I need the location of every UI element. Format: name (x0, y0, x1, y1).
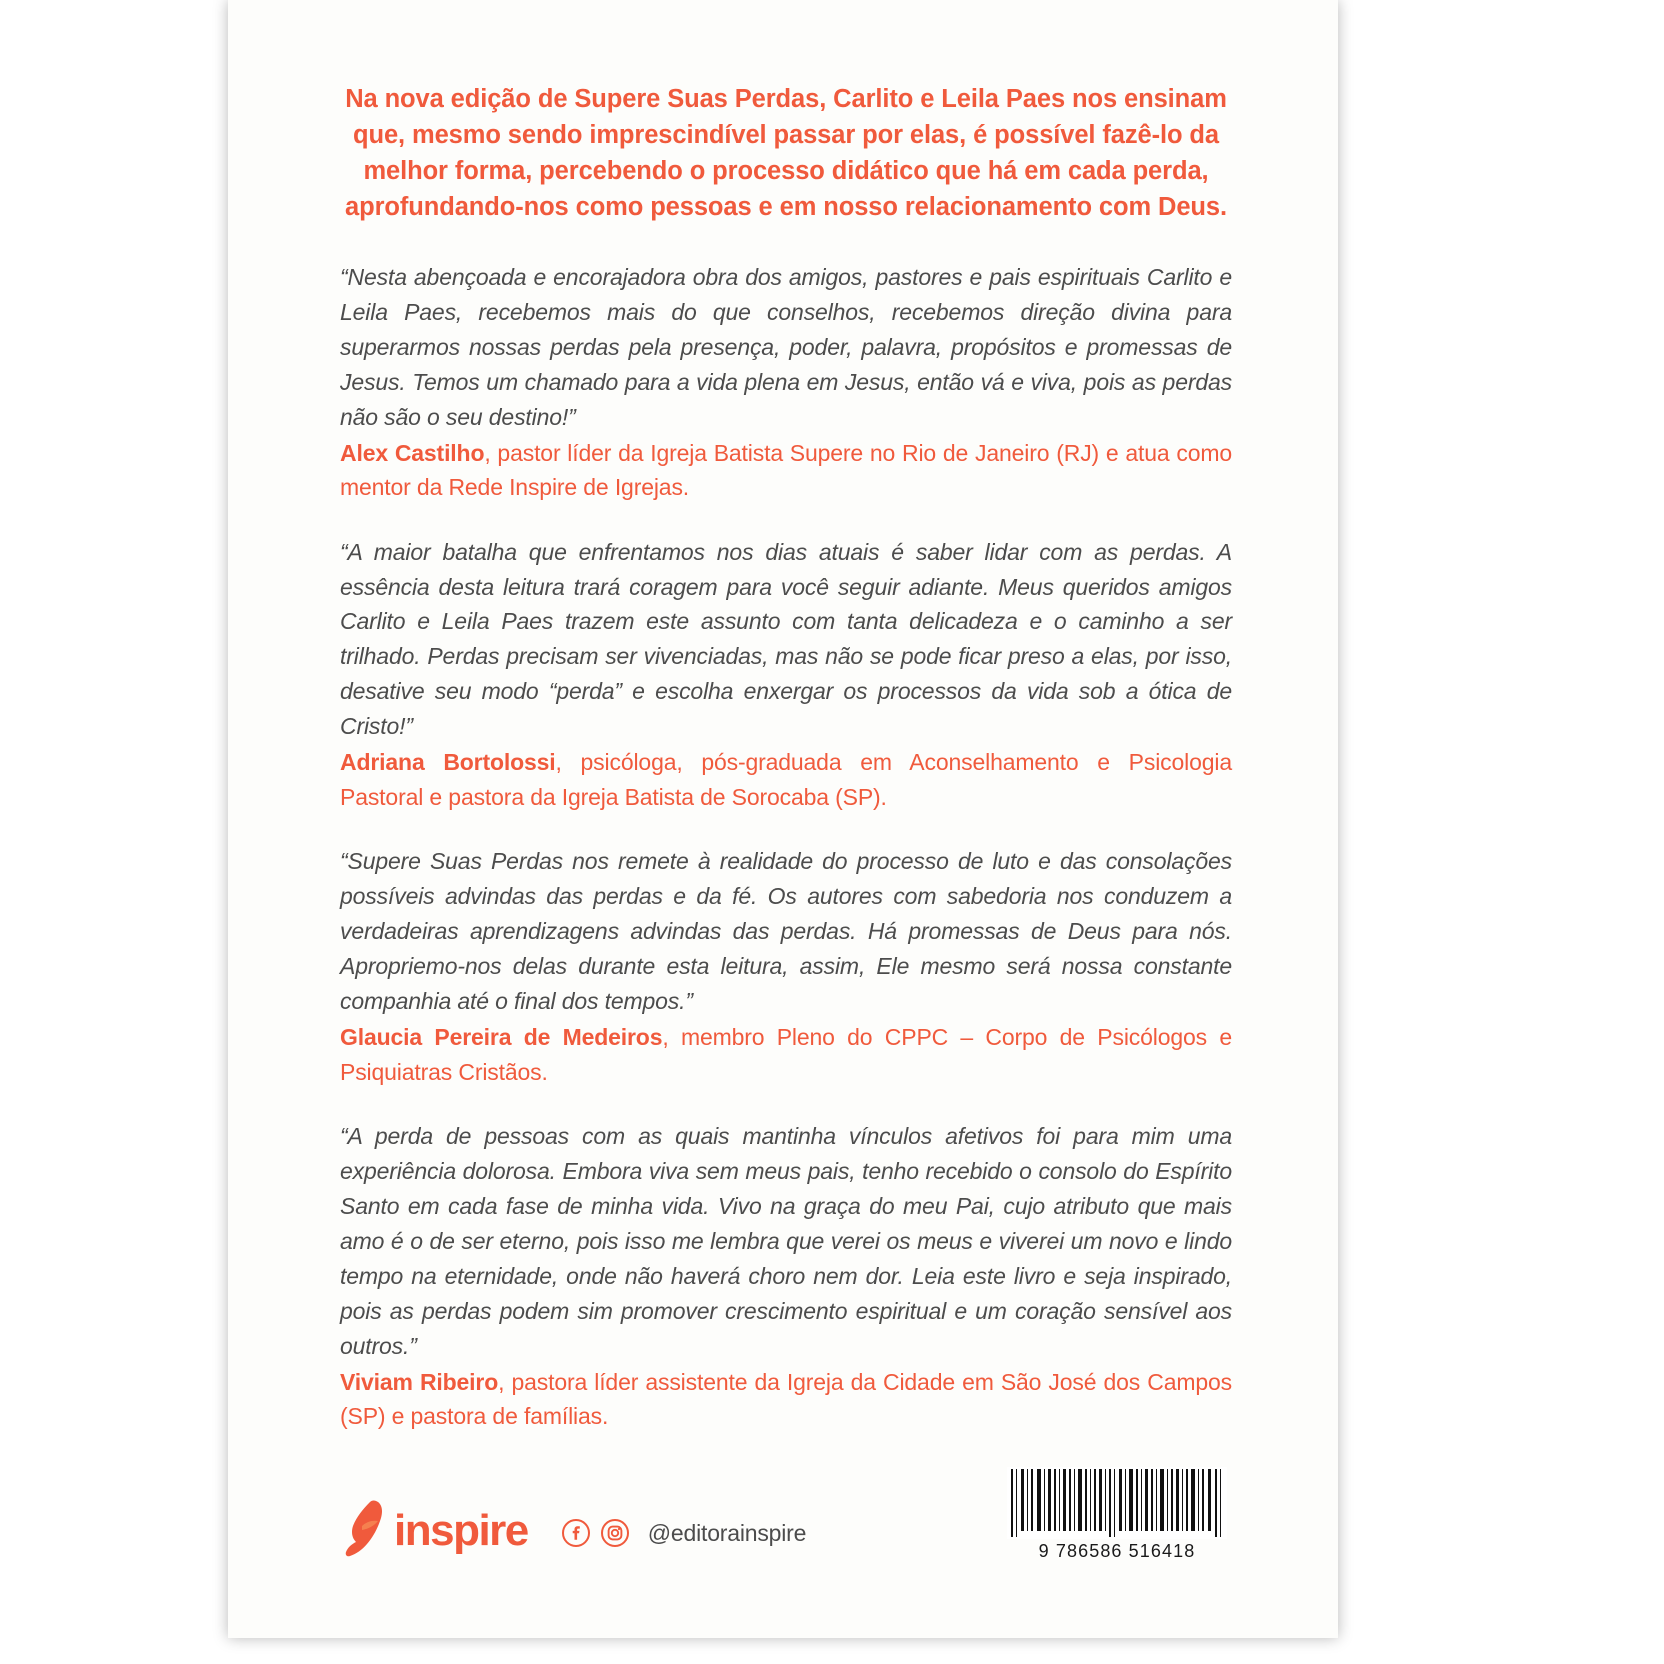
facebook-icon[interactable] (562, 1519, 590, 1547)
endorsement-author-name: Alex Castilho (340, 439, 485, 466)
endorsement-quote: “A perda de pessoas com as quais mantinha vínculos afetivos foi para mim uma experiência dolorosa. Embora viva sem meus pais, tenho recebido o consolo do Espírito Santo em cada fase de minha vida. Vivo na graça do meu Pai, cujo atributo que mais amo é o de ser eterno, pois isso me lembra que verei os meus e viverei um novo e lindo tempo na eternidade, onde não haverá choro nem dor. Leia este livro e seja inspirado, pois as perdas podem sim promover crescimento espiritual e um coração sensível aos outros.” (340, 1123, 1232, 1359)
endorsement-author-name: Viviam Ribeiro (340, 1368, 499, 1395)
endorsement-author-role: , pastor líder da Igreja Batista Supere no Rio de Janeiro (RJ) e atua como mentor da Rede Inspire de Igrejas. (340, 439, 1232, 501)
endorsement-attribution (340, 436, 1232, 505)
social-links[interactable] (562, 1519, 806, 1547)
isbn-barcode (1002, 1467, 1232, 1562)
endorsement-attribution (340, 745, 1232, 814)
endorsement-block (340, 844, 1232, 1089)
endorsement-block (340, 535, 1232, 815)
endorsement-quote: “Supere Suas Perdas nos remete à realidade do processo de luto e das consolações possíveis advindas das perdas e da fé. Os autores com sabedoria nos conduzem a verdadeiras aprendizagens advindas das perdas. Há promessas de Deus para nós. Apropriemo-nos delas durante esta leitura, assim, Ele mesmo será nossa constante companhia até o final dos tempos.” (340, 848, 1232, 1015)
book-back-cover (228, 0, 1338, 1638)
endorsement-block (340, 1119, 1232, 1434)
endorsement-attribution (340, 1020, 1232, 1089)
endorsement-quote: “A maior batalha que enfrentamos nos dias atuais é saber lidar com as perdas. A essência desta leitura trará coragem para você seguir adiante. Meus queridos amigos Carlito e Leila Paes trazem este assunto com tanta delicadeza e o caminho a ser trilhado. Perdas precisam ser vivenciadas, mas não se pode ficar preso a elas, por isso, desative seu modo “perda” e escolha enxergar os processos da vida sob a ótica de Cristo!” (340, 538, 1232, 740)
endorsement-attribution (340, 1365, 1232, 1434)
endorsement-block (340, 260, 1232, 505)
cover-content (340, 82, 1232, 1464)
endorsement-quote: “Nesta abençoada e encorajadora obra dos amigos, pastores e pais espirituais Carlito e Leila Paes, recebemos mais do que conselhos, recebemos direção divina para superarmos nossas perdas pela presença, poder, palavra, propósitos e promessas de Jesus. Temos um chamado para a vida plena em Jesus, então vá e viva, pois as perdas não são o seu destino!” (340, 263, 1232, 430)
endorsement-author-role: , membro Pleno do CPPC – Corpo de Psicólogos e Psiquiatras Cristãos. (340, 1024, 1232, 1085)
endorsement-author-role: , pastora líder assistente da Igreja da Cidade em São José dos Campos (SP) e pastora de famílias. (340, 1368, 1232, 1430)
barcode-image (1007, 1467, 1227, 1539)
publisher-name: inspire (394, 1506, 528, 1555)
headline-blurb: Na nova edição de Supere Suas Perdas, Carlito e Leila Paes nos ensinam que, mesmo sendo imprescindível passar por elas, é possível fazê-lo da melhor forma, percebendo o processo didático que há em cada perda, aprofundando-nos como pessoas e em nosso relacionamento com Deus. (345, 85, 1227, 221)
instagram-icon[interactable] (601, 1519, 629, 1547)
bird-logo-icon (340, 1500, 388, 1558)
cover-footer (340, 1470, 1232, 1566)
isbn-number: 9 786586 516418 (1038, 1541, 1196, 1561)
social-handle: @editorainspire (647, 1519, 807, 1546)
endorsement-author-role: , psicóloga, pós-graduada em Aconselhamento e Psicologia Pastoral e pastora da Igreja Batista de Sorocaba (SP). (340, 749, 1232, 810)
publisher-logo (340, 1500, 806, 1558)
endorsement-author-name: Glaucia Pereira de Medeiros (340, 1024, 663, 1051)
endorsement-author-name: Adriana Bortolossi (340, 749, 556, 776)
